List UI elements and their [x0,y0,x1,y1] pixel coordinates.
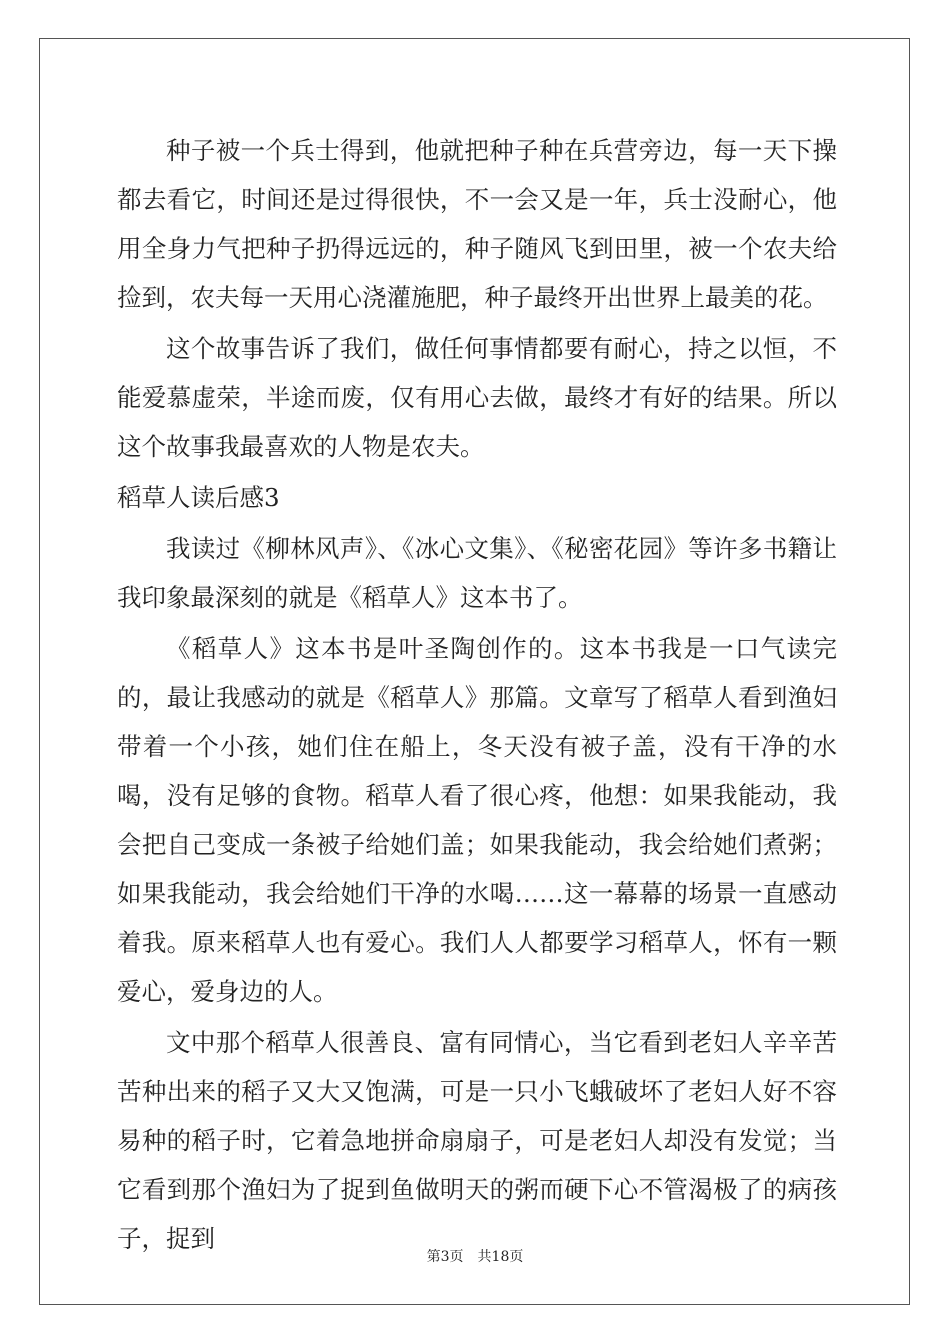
section-heading: 稻草人读后感3 [117,483,280,512]
page-total: 共18页 [477,1249,524,1265]
page-number: 第3页 [426,1249,464,1265]
paragraph: 这个故事告诉了我们，做任何事情都要有耐心，持之以恒，不能爱慕虚荣，半途而废，仅有用心去做，最终才有好的结果。所以这个故事我最喜欢的人物是农夫。 [117,334,837,461]
document-body [117,126,837,1265]
paragraph: 文中那个稻草人很善良、富有同情心，当它看到老妇人辛辛苦苦种出来的稻子又大又饱满，可是一只小飞蛾破坏了老妇人好不容易种的稻子时，它着急地拼命扇扇子，可是老妇人却没有发觉；当它看到那个渔妇为了捉到鱼做明天的粥而硬下心不管渴极了的病孩子，捉到 [117,1028,837,1253]
paragraph: 《稻草人》这本书是叶圣陶创作的。这本书我是一口气读完的，最让我感动的就是《稻草人》那篇。文章写了稻草人看到渔妇带着一个小孩，她们住在船上，冬天没有被子盖，没有干净的水喝，没有足够的食物。稻草人看了很心疼，他想：如果我能动，我会把自己变成一条被子给她们盖；如果我能动，我会给她们煮粥；如果我能动，我会给她们干净的水喝……这一幕幕的场景一直感动着我。原来稻草人也有爱心。我们人人都要学习稻草人，怀有一颗爱心，爱身边的人。 [117,634,837,1006]
paragraph: 种子被一个兵士得到，他就把种子种在兵营旁边，每一天下操都去看它，时间还是过得很快，不一会又是一年，兵士没耐心，他用全身力气把种子扔得远远的，种子随风飞到田里，被一个农夫给捡到，农夫每一天用心浇灌施肥，种子最终开出世界上最美的花。 [117,136,837,312]
page-footer [0,1246,950,1266]
paragraph: 我读过《柳林风声》、《冰心文集》、《秘密花园》等许多书籍让我印象最深刻的就是《稻草人》这本书了。 [117,534,837,612]
